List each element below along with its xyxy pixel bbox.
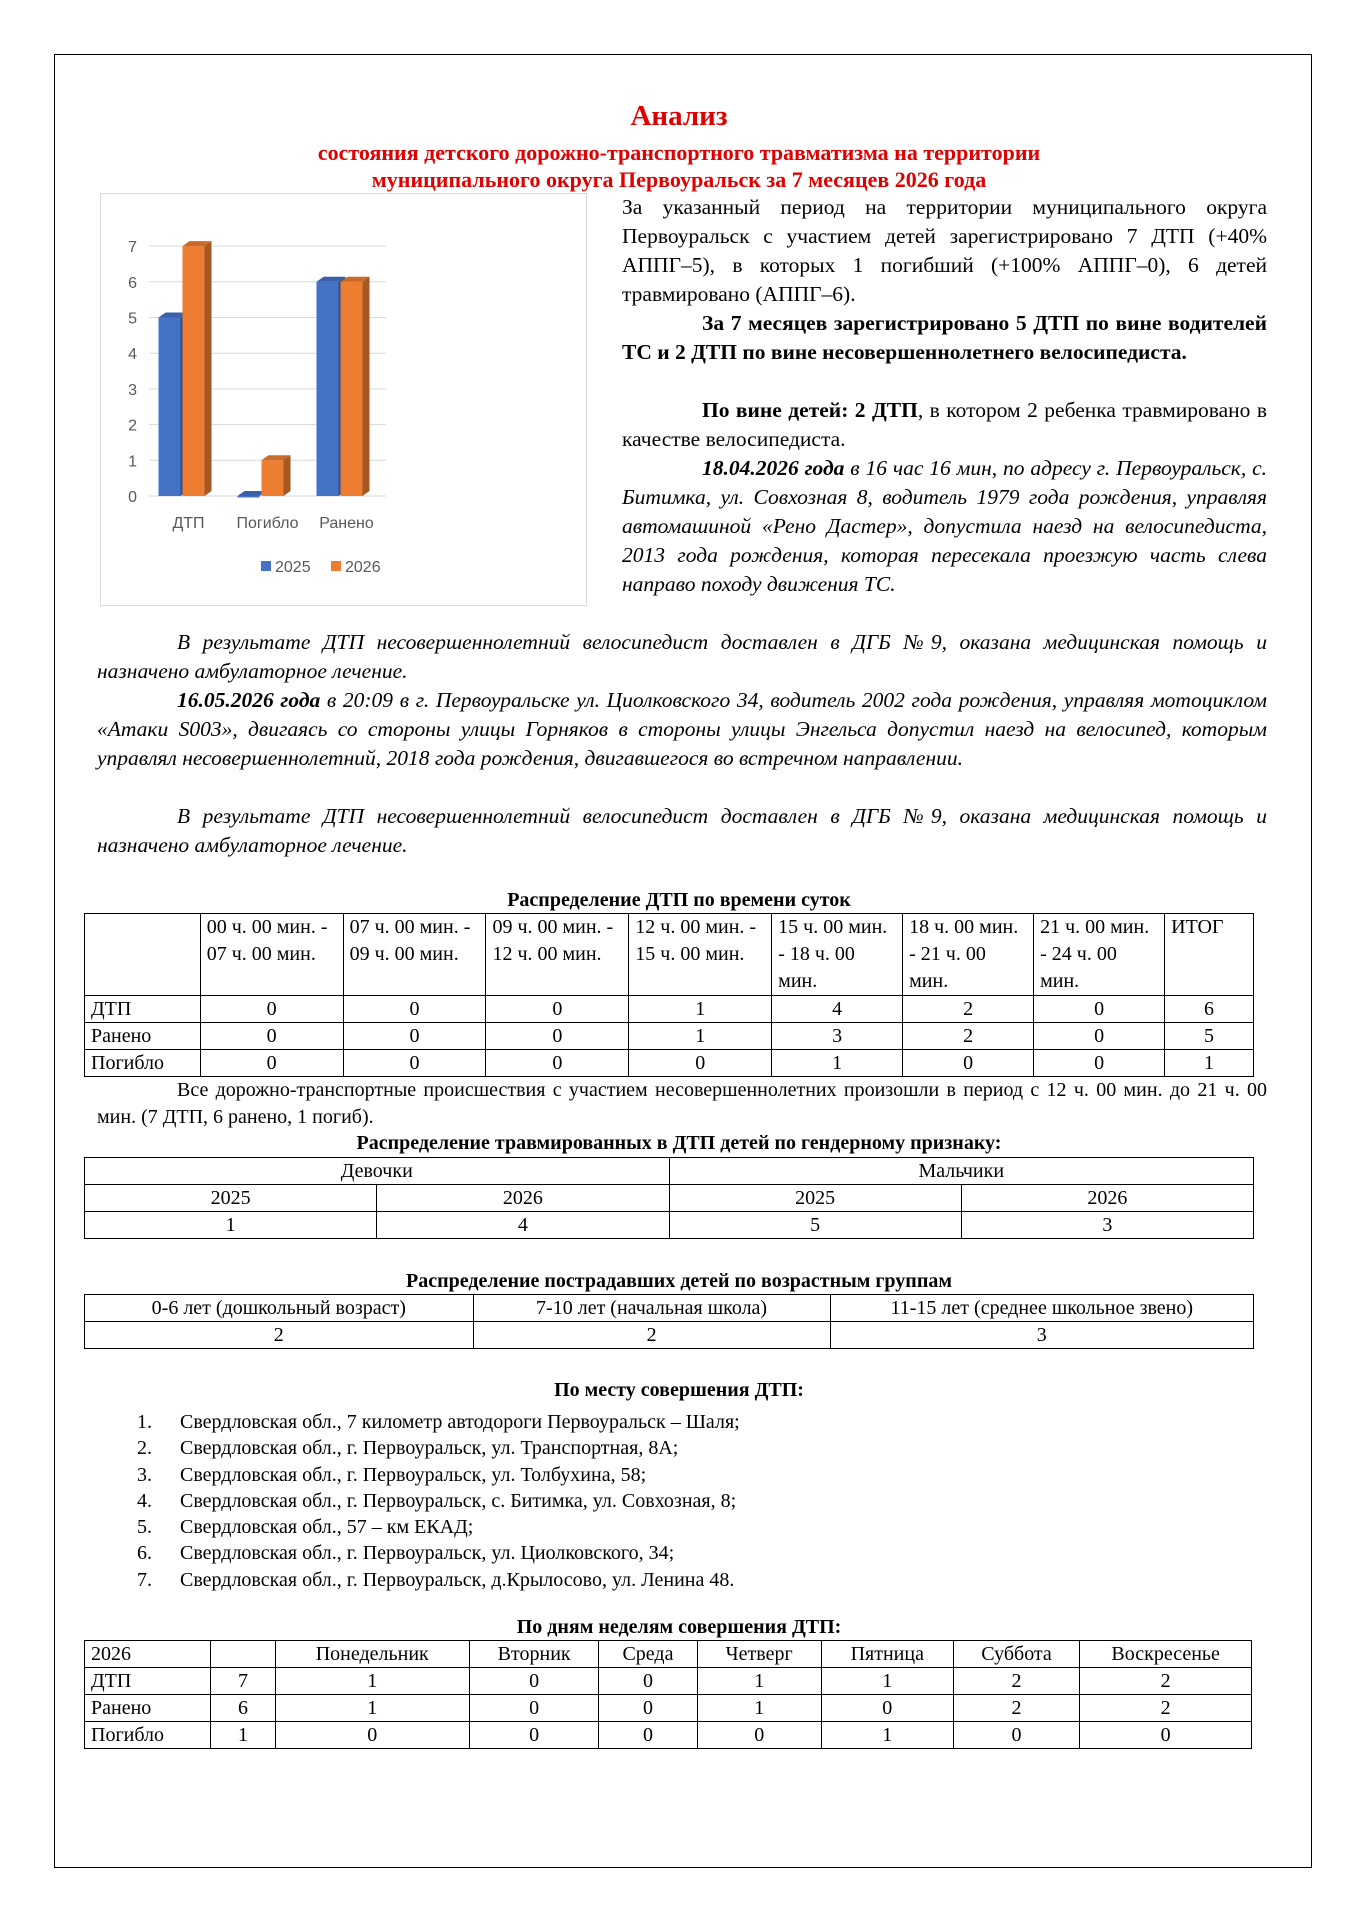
table-cell: 1: [772, 1050, 903, 1077]
table-cell: 1: [275, 1695, 469, 1722]
table-cell: 2: [1080, 1695, 1252, 1722]
table-row: [85, 1322, 1254, 1349]
table-cell: 7: [211, 1668, 275, 1695]
table-cell: Ранено: [85, 1695, 211, 1722]
table-cell: ДТП: [85, 996, 201, 1023]
bar-2025-ДТП: [159, 318, 181, 497]
table-cell: 0: [953, 1722, 1080, 1749]
table-header-cell: 2026: [85, 1641, 211, 1668]
table-header-row: [85, 1158, 1254, 1185]
table-row: [85, 1668, 1252, 1695]
table-cell: 4: [772, 996, 903, 1023]
table-cell: 4: [377, 1212, 669, 1239]
table-header-cell: 2025: [669, 1185, 961, 1212]
list-item: [137, 1514, 740, 1540]
list-item-text: Свердловская обл., г. Первоуральск, с. Битимка, ул. Совхозная, 8;: [180, 1489, 737, 1512]
paragraph-drivers: За 7 месяцев зарегистрировано 5 ДТП по вине водителей ТС и 2 ДТП по вине несовершеннолетнего велосипедиста.: [622, 311, 1267, 364]
table-cell: 0: [200, 1023, 343, 1050]
table-cell: 5: [1165, 1023, 1254, 1050]
paragraph-incident-1: 18.04.2026 года в 16 час 16 мин, по адресу г. Первоуральск, с. Битимка, ул. Совхозная 8, водитель 1979 года рождения, управляя автомашиной «Рено Дастер», допустила наезд на велосипедиста, 2013 года рождения, которая пересекала проезжую часть слева направо походу движения ТС.: [622, 456, 1267, 596]
table-header-cell: 2026: [377, 1185, 669, 1212]
bar-2025-Ранено: [317, 282, 339, 496]
time-table-caption: Распределение ДТП по времени суток: [507, 889, 851, 911]
bar-side: [284, 455, 291, 496]
bar-2026-ДТП: [183, 246, 205, 496]
list-item-number: 7.: [137, 1568, 152, 1591]
table-cell: 0: [486, 1050, 629, 1077]
chart-canvas: [101, 194, 588, 607]
table-header-cell: Воскресенье: [1080, 1641, 1252, 1668]
paragraph-incident-2: 16.05.2026 года в 20:09 в г. Первоуральске ул. Циолковского 34, водитель 2002 года рождения, управляя мотоциклом «Атаки S003», двигаясь со стороны улицы Горняков в стороны улицы Энгельса допустил наезд на велосипед, которым управлял несовершеннолетний, 2018 года рождения, двигавшегося во встречном направлении.: [97, 688, 1267, 770]
table-cell: 0: [200, 1050, 343, 1077]
table-header-cell: 12 ч. 00 мин. - 15 ч. 00 мин.: [629, 914, 772, 996]
table-cell: 0: [1034, 1023, 1165, 1050]
table-cell: 1: [697, 1668, 821, 1695]
doc-subtitle-line2: муниципального округа Первоуральск за 7 месяцев 2026 года: [371, 167, 987, 192]
table-cell: 1: [629, 996, 772, 1023]
table-cell: 0: [469, 1695, 598, 1722]
list-item-text: Свердловская обл., 7 километр автодороги Первоуральск – Шаля;: [180, 1411, 740, 1433]
table-header-cell: Мальчики: [669, 1158, 1254, 1185]
y-tick-label: 6: [128, 274, 137, 292]
table-header-cell: Пятница: [821, 1641, 953, 1668]
list-item: [137, 1567, 740, 1593]
x-tick-label: ДТП: [172, 515, 205, 532]
paragraph-result-1: В результате ДТП несовершеннолетний велосипедист доставлен в ДГБ №9, оказана медицинская помощь и назначено амбулаторное лечение.: [97, 630, 1267, 683]
x-tick-label: Погибло: [236, 515, 299, 532]
table-header-row: [85, 1185, 1254, 1212]
table-header-cell: Суббота: [953, 1641, 1080, 1668]
y-tick-label: 5: [128, 310, 137, 328]
table-cell: Погибло: [85, 1722, 211, 1749]
doc-title: Анализ: [630, 100, 728, 132]
legend-swatch-2025: [261, 561, 271, 571]
table-header-row: [85, 914, 1254, 996]
table-header-cell: Среда: [599, 1641, 697, 1668]
table-cell: 2: [903, 1023, 1034, 1050]
week-table-caption: По дням неделям совершения ДТП:: [516, 1616, 842, 1638]
places-list: [137, 1409, 740, 1593]
table-cell: 0: [469, 1668, 598, 1695]
table-cell: 0: [275, 1722, 469, 1749]
x-tick-label: Ранено: [319, 515, 374, 532]
table-cell: 3: [830, 1322, 1253, 1349]
table-header-cell: 00 ч. 00 мин. - 07 ч. 00 мин.: [200, 914, 343, 996]
legend-label: 2026: [345, 559, 381, 576]
age-table: [84, 1294, 1254, 1349]
table-cell: 0: [1034, 996, 1165, 1023]
table-cell: 0: [1034, 1050, 1165, 1077]
table-cell: 0: [469, 1722, 598, 1749]
bar-chart: [100, 193, 587, 606]
table-cell: 0: [343, 1023, 486, 1050]
table-cell: 3: [961, 1212, 1253, 1239]
table-header-cell: 2025: [85, 1185, 377, 1212]
table-header-row: [85, 1641, 1252, 1668]
table-header-cell: Девочки: [85, 1158, 670, 1185]
table-header-cell: Четверг: [697, 1641, 821, 1668]
table-cell: 1: [821, 1722, 953, 1749]
table-cell: 2: [1080, 1668, 1252, 1695]
legend-label: 2025: [275, 559, 311, 576]
y-tick-label: 3: [128, 381, 137, 399]
doc-subtitle-line1: состояния детского дорожно-транспортного травматизма на территории: [317, 140, 1041, 165]
list-item: [137, 1540, 740, 1566]
table-cell: 2: [953, 1668, 1080, 1695]
table-cell: 0: [599, 1722, 697, 1749]
table-cell: 0: [1080, 1722, 1252, 1749]
table-cell: 1: [211, 1722, 275, 1749]
list-item-number: 4.: [137, 1489, 152, 1512]
places-caption: По месту совершения ДТП:: [554, 1379, 804, 1401]
table-row: [85, 996, 1254, 1023]
table-cell: 1: [629, 1023, 772, 1050]
bar-2026-Погибло: [262, 460, 284, 496]
list-item-text: Свердловская обл., г. Первоуральск, д.Крылосово, ул. Ленина 48.: [180, 1568, 735, 1591]
table-cell: 1: [821, 1668, 953, 1695]
table-cell: 3: [772, 1023, 903, 1050]
table-cell: 1: [275, 1668, 469, 1695]
table-header-cell: ИТОГ: [1165, 914, 1254, 996]
y-tick-label: 1: [128, 453, 137, 471]
table-cell: 0: [343, 1050, 486, 1077]
list-item-text: Свердловская обл., г. Первоуральск, ул. Циолковского, 34;: [180, 1542, 675, 1565]
table-header-cell: 11-15 лет (среднее школьное звено): [830, 1295, 1253, 1322]
table-cell: Погибло: [85, 1050, 201, 1077]
y-tick-label: 2: [128, 417, 137, 435]
table-header-cell: 07 ч. 00 мин. - 09 ч. 00 мин.: [343, 914, 486, 996]
bar-2026-Ранено: [341, 282, 363, 496]
table-cell: 5: [669, 1212, 961, 1239]
gender-table: [84, 1157, 1254, 1239]
paragraph-children: По вине детей: 2 ДТП, в котором 2 ребенка травмировано в качестве велосипедиста.: [622, 398, 1268, 451]
table-cell: 0: [486, 1023, 629, 1050]
bar-2025-Погибло: [238, 496, 260, 498]
table-cell: 6: [211, 1695, 275, 1722]
table-cell: 0: [599, 1668, 697, 1695]
table-cell: 0: [697, 1722, 821, 1749]
y-tick-label: 7: [128, 239, 137, 257]
list-item-number: 5.: [137, 1516, 152, 1539]
table-header-cell: Понедельник: [275, 1641, 469, 1668]
bar-side: [363, 277, 370, 496]
table-cell: 0: [903, 1050, 1034, 1077]
table-header-cell: 7-10 лет (начальная школа): [473, 1295, 830, 1322]
paragraph-summary: За указанный период на территории муниципального округа Первоуральск с участием детей зарегистрировано 7 ДТП (+40% АППГ–5), в которых 1 погибший (+100% АППГ–0), 6 детей травмировано (АППГ–6).: [622, 195, 1267, 306]
table-cell: 0: [821, 1695, 953, 1722]
table-cell: 1: [1165, 1050, 1254, 1077]
table-row: [85, 1212, 1254, 1239]
bar-side: [205, 241, 212, 496]
table-cell: 0: [599, 1695, 697, 1722]
list-item: [137, 1409, 740, 1435]
table-header-cell: 18 ч. 00 мин. - 21 ч. 00 мин.: [903, 914, 1034, 996]
table-header-cell: 21 ч. 00 мин. - 24 ч. 00 мин.: [1034, 914, 1165, 996]
table-cell: 1: [697, 1695, 821, 1722]
table-header-row: [85, 1295, 1254, 1322]
table-row: [85, 1695, 1252, 1722]
table-cell: 2: [85, 1322, 474, 1349]
table-cell: 6: [1165, 996, 1254, 1023]
y-tick-label: 4: [128, 346, 137, 364]
list-item: [137, 1488, 740, 1514]
table-cell: Ранено: [85, 1023, 201, 1050]
paragraph-result-2: В результате ДТП несовершеннолетний велосипедист доставлен в ДГБ №9, оказана медицинская помощь и назначено амбулаторное лечение.: [97, 804, 1267, 857]
list-item-number: 6.: [137, 1542, 152, 1565]
time-table: [84, 913, 1254, 1077]
list-item-number: 2.: [137, 1437, 152, 1460]
table-cell: 2: [903, 996, 1034, 1023]
y-tick-label: 0: [128, 489, 137, 506]
table-cell: 1: [85, 1212, 377, 1239]
list-item-text: Свердловская обл., г. Первоуральск, ул. Толбухина, 58;: [180, 1463, 647, 1486]
table-cell: 2: [473, 1322, 830, 1349]
table-cell: 2: [953, 1695, 1080, 1722]
list-item-text: Свердловская обл., г. Первоуральск, ул. Транспортная, 8А;: [180, 1437, 679, 1460]
table-cell: ДТП: [85, 1668, 211, 1695]
table-header-cell: 2026: [961, 1185, 1253, 1212]
table-header-cell: Вторник: [469, 1641, 598, 1668]
week-table: [84, 1640, 1252, 1749]
table-header-cell: 0-6 лет (дошкольный возраст): [85, 1295, 474, 1322]
gender-table-caption: Распределение травмированных в ДТП детей по гендерному признаку:: [356, 1132, 1002, 1154]
table-header-cell: [85, 914, 201, 996]
table-cell: 0: [343, 996, 486, 1023]
table-cell: 0: [629, 1050, 772, 1077]
list-item-number: 1.: [137, 1411, 152, 1433]
table-header-cell: 09 ч. 00 мин. - 12 ч. 00 мин.: [486, 914, 629, 996]
age-table-caption: Распределение пострадавших детей по возрастным группам: [406, 1270, 952, 1292]
list-item-number: 3.: [137, 1463, 152, 1486]
list-item-text: Свердловская обл., 57 – км ЕКАД;: [180, 1516, 474, 1539]
table-row: [85, 1050, 1254, 1077]
table-cell: 0: [200, 996, 343, 1023]
table-row: [85, 1023, 1254, 1050]
table-header-cell: 15 ч. 00 мин. - 18 ч. 00 мин.: [772, 914, 903, 996]
list-item: [137, 1462, 740, 1488]
table-row: [85, 1722, 1252, 1749]
legend-swatch-2026: [331, 561, 341, 571]
list-item: [137, 1435, 740, 1461]
table-cell: 0: [486, 996, 629, 1023]
table-header-cell: [211, 1641, 275, 1668]
time-table-note: Все дорожно-транспортные происшествия с участием несовершеннолетних произошли в период с 12 ч. 00 мин. до 21 ч. 00 мин. (7 ДТП, 6 ранено, 1 погиб).: [97, 1079, 1267, 1128]
